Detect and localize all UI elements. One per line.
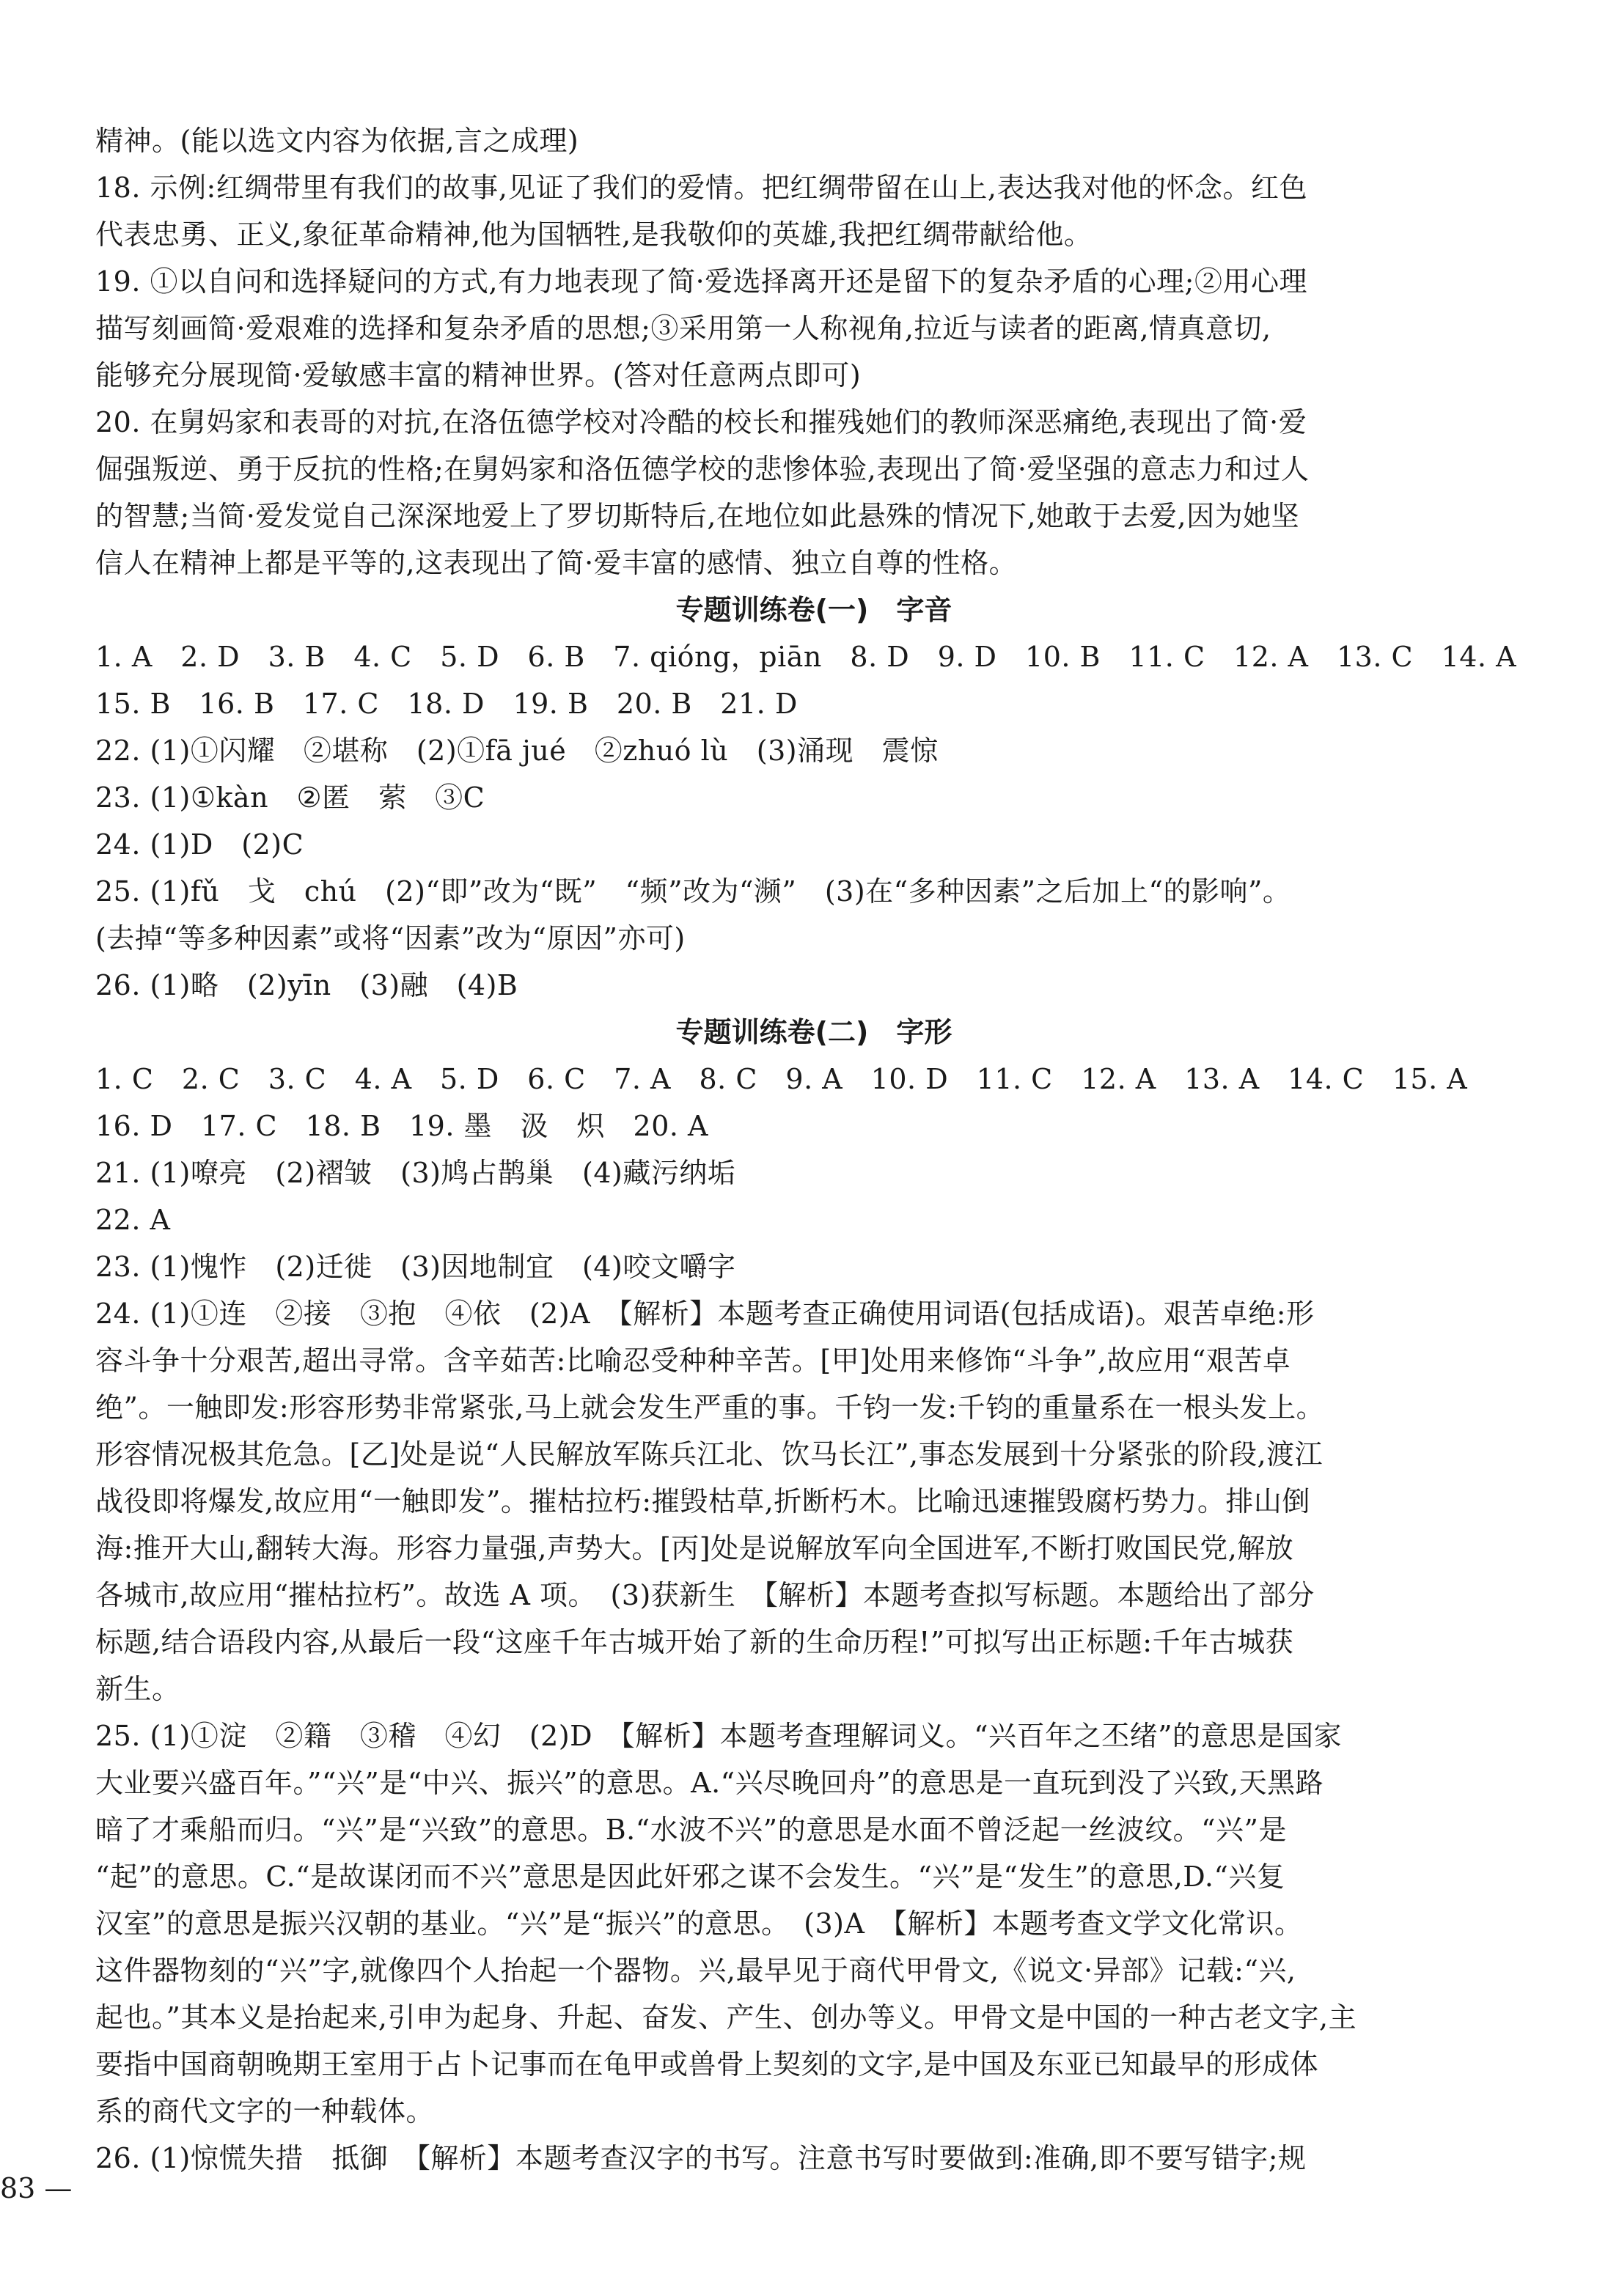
text-line: 24. (1)D (2)C (95, 828, 304, 861)
section-heading-pronunciation: 专题训练卷(一) 字音 (675, 594, 952, 626)
text-line: 大业要兴盛百年。”“兴”是“中兴、振兴”的意思。A.“兴尽晚回舟”的意思是一直玩到没了兴致,天黑路 (95, 1767, 1324, 1799)
text-line: 信人在精神上都是平等的,这表现出了简·爱丰富的感情、独立自尊的性格。 (95, 547, 1018, 579)
text-line: 1. A 2. D 3. B 4. C 5. D 6. B 7. qióng，piān 8. D 9. D 10. B 11. C 12. A 13. C 14. A (95, 641, 1517, 673)
text-line: 战役即将爆发,故应用“一触即发”。摧枯拉朽:摧毁枯草,折断朽木。比喻迅速摧毁腐朽势力。排山倒 (95, 1485, 1310, 1517)
text-line: 23. (1)①kàn ②匿 萦 ③C (95, 781, 485, 814)
text-line: 描写刻画简·爱艰难的选择和复杂矛盾的思想;③采用第一人称视角,拉近与读者的距离,情真意切, (95, 312, 1271, 345)
text-line: 22. (1)①闪耀 ②堪称 (2)①fā jué ②zhuó lù (3)涌现 震惊 (95, 735, 939, 767)
answer-page (95, 117, 1532, 2182)
text-line: 形容情况极其危急。[乙]处是说“人民解放军陈兵江北、饮马长江”,事态发展到十分紧张的阶段,渡江 (95, 1438, 1324, 1471)
text-line: 20. 在舅妈家和表哥的对抗,在洛伍德学校对冷酷的校长和摧残她们的教师深恶痛绝,表现出了简·爱 (95, 406, 1307, 438)
section-pronunciation-answers (95, 633, 1532, 1009)
text-line: 海:推开大山,翻转大海。形容力量强,声势大。[丙]处是说解放军向全国进军,不断打败国民党,解放 (95, 1532, 1294, 1564)
text-line: 25. (1)①淀 ②籍 ③稽 ④幻 (2)D 【解析】本题考查理解词义。“兴百年之丕绪”的意思是国家 (95, 1720, 1342, 1752)
text-line: 23. (1)愧怍 (2)迁徙 (3)因地制宜 (4)咬文嚼字 (95, 1251, 736, 1283)
text-line: “起”的意思。C.“是故谋闭而不兴”意思是因此奸邪之谋不会发生。“兴”是“发生”的意思,D.“兴复 (95, 1861, 1285, 1893)
text-line: 26. (1)略 (2)yīn (3)融 (4)B (95, 969, 518, 1001)
text-line: 24. (1)①连 ②接 ③抱 ④依 (2)A 【解析】本题考查正确使用词语(包括成语)。艰苦卓绝:形 (95, 1298, 1315, 1330)
page-number: 83 — (0, 2172, 73, 2204)
text-line: 1. C 2. C 3. C 4. A 5. D 6. C 7. A 8. C 9. A 10. D 11. C 12. A 13. A 14. C 15. A (95, 1063, 1468, 1095)
text-line: 起也。”其本义是抬起来,引申为起身、升起、奋发、产生、创办等义。甲骨文是中国的一种古老文字,主 (95, 2001, 1357, 2034)
text-line: 25. (1)fǔ 戈 chú (2)“即”改为“既” “频”改为“濒” (3)在“多种因素”之后加上“的影响”。 (95, 875, 1291, 908)
text-line: 18. 示例:红绸带里有我们的故事,见证了我们的爱情。把红绸带留在山上,表达我对他的怀念。红色 (95, 172, 1307, 204)
text-line: 倔强叛逆、勇于反抗的性格;在舅妈家和洛伍德学校的悲惨体验,表现出了简·爱坚强的意志力和过人 (95, 453, 1310, 485)
text-line: 这件器物刻的“兴”字,就像四个人抬起一个器物。兴,最早见于商代甲骨文,《说文·异部》记载:“兴, (95, 1954, 1296, 1987)
text-line: 22. A (95, 1204, 171, 1236)
text-line: 精神。(能以选文内容为依据,言之成理) (95, 125, 579, 157)
text-line: 的智慧;当简·爱发觉自己深深地爱上了罗切斯特后,在地位如此悬殊的情况下,她敢于去爱,因为她坚 (95, 500, 1300, 532)
text-line: 各城市,故应用“摧枯拉朽”。故选 A 项。 (3)获新生 【解析】本题考查拟写标题。本题给出了部分 (95, 1579, 1315, 1611)
text-line: 15. B 16. B 17. C 18. D 19. B 20. B 21. D (95, 688, 798, 720)
text-line: 19. ①以自问和选择疑问的方式,有力地表现了简·爱选择离开还是留下的复杂矛盾的心理;②用心理 (95, 265, 1307, 298)
text-line: 要指中国商朝晚期王室用于占卜记事而在龟甲或兽骨上契刻的文字,是中国及东亚已知最早的形成体 (95, 2048, 1319, 2080)
text-line: 系的商代文字的一种载体。 (95, 2095, 435, 2127)
text-line: 容斗争十分艰苦,超出寻常。含辛茹苦:比喻忍受种种辛苦。[甲]处用来修饰“斗争”,故应用“艰苦卓 (95, 1344, 1291, 1377)
text-line: (去掉“等多种因素”或将“因素”改为“原因”亦可) (95, 922, 686, 954)
text-line: 暗了才乘船而归。“兴”是“兴致”的意思。B.“水波不兴”的意思是水面不曾泛起一丝波纹。“兴”是 (95, 1814, 1287, 1846)
text-line: 16. D 17. C 18. B 19. 墨 汲 炽 20. A (95, 1110, 708, 1142)
section-previous-answers (95, 117, 1532, 586)
section-glyph-answers (95, 1056, 1532, 2182)
text-line: 21. (1)嘹亮 (2)褶皱 (3)鸠占鹊巢 (4)藏污纳垢 (95, 1157, 736, 1189)
text-line: 新生。 (95, 1673, 180, 1705)
text-line: 26. (1)惊慌失措 抵御 【解析】本题考查汉字的书写。注意书写时要做到:准确,即不要写错字;规 (95, 2142, 1307, 2174)
text-line: 绝”。一触即发:形容形势非常紧张,马上就会发生严重的事。千钧一发:千钧的重量系在一根头发上。 (95, 1391, 1325, 1424)
text-line: 汉室”的意思是振兴汉朝的基业。“兴”是“振兴”的意思。 (3)A 【解析】本题考查文学文化常识。 (95, 1907, 1303, 1940)
text-line: 能够充分展现简·爱敏感丰富的精神世界。(答对任意两点即可) (95, 359, 862, 391)
text-line: 代表忠勇、正义,象征革命精神,他为国牺牲,是我敬仰的英雄,我把红绸带献给他。 (95, 218, 1093, 251)
text-line: 标题,结合语段内容,从最后一段“这座千年古城开始了新的生命历程!”可拟写出正标题:千年古城获 (95, 1626, 1294, 1658)
section-heading-glyph: 专题训练卷(二) 字形 (675, 1016, 952, 1048)
